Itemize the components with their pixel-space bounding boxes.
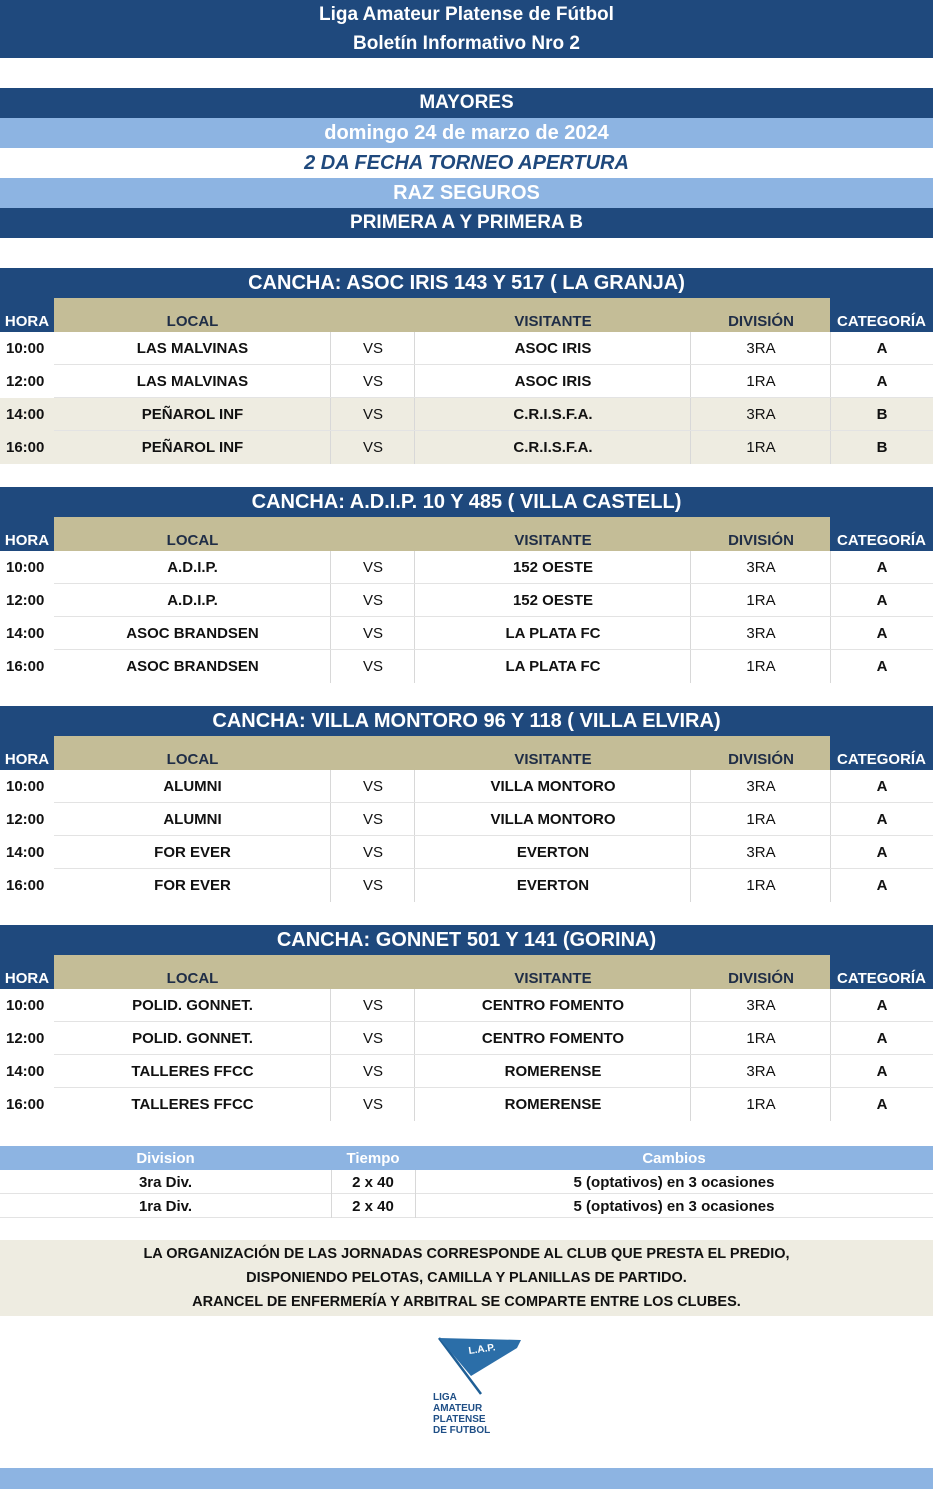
match-hora: 12:00 — [6, 373, 45, 390]
column-local: LOCAL — [166, 751, 219, 768]
match-local: PEÑAROL INF — [141, 406, 244, 423]
match-hora: 12:00 — [6, 592, 45, 609]
match-hora: 16:00 — [6, 439, 45, 456]
round-title: 2 DA FECHA TORNEO APERTURA — [0, 148, 933, 178]
match-categoria: A — [876, 877, 888, 894]
sponsor-name: RAZ SEGUROS — [0, 178, 933, 208]
match-date: domingo 24 de marzo de 2024 — [0, 118, 933, 148]
match-vs: VS — [362, 1063, 383, 1080]
match-local: FOR EVER — [154, 877, 231, 894]
match-vs: VS — [362, 406, 383, 423]
match-local: ALUMNI — [163, 811, 222, 828]
match-hora: 16:00 — [6, 877, 45, 894]
league-title: Liga Amateur Platense de Fútbol — [0, 0, 933, 30]
match-division: 1RA — [746, 439, 776, 456]
match-categoria: B — [876, 406, 888, 423]
match-categoria: A — [876, 844, 888, 861]
venue-column-header — [0, 517, 933, 551]
match-visitante: ROMERENSE — [504, 1063, 602, 1080]
match-row — [0, 1022, 933, 1055]
column-local: LOCAL — [166, 532, 219, 549]
match-row — [0, 650, 933, 683]
rules-tiempo: 2 x 40 — [352, 1197, 394, 1215]
match-visitante: VILLA MONTORO — [490, 811, 616, 828]
rules-header-division: Division — [136, 1149, 195, 1167]
organization-note — [0, 1240, 933, 1316]
column-categoria: CATEGORÍA — [830, 955, 933, 989]
match-division: 3RA — [746, 1063, 776, 1080]
match-categoria: A — [876, 1030, 888, 1047]
match-hora: 10:00 — [6, 340, 45, 357]
column-categoria: CATEGORÍA — [830, 736, 933, 770]
match-vs: VS — [362, 625, 383, 642]
venue-title: CANCHA: VILLA MONTORO 96 Y 118 ( VILLA ELVIRA) — [0, 706, 933, 736]
category-title: MAYORES — [0, 88, 933, 118]
rules-division: 1ra Div. — [138, 1197, 193, 1215]
match-local: A.D.I.P. — [167, 559, 218, 576]
match-vs: VS — [362, 1096, 383, 1113]
match-hora: 10:00 — [6, 559, 45, 576]
match-vs: VS — [362, 778, 383, 795]
note-line-1: LA ORGANIZACIÓN DE LAS JORNADAS CORRESPONDE AL CLUB QUE PRESTA EL PREDIO, — [143, 1246, 790, 1262]
match-row — [0, 836, 933, 869]
venue-column-header — [0, 955, 933, 989]
match-categoria: A — [876, 997, 888, 1014]
match-categoria: A — [876, 1096, 888, 1113]
match-vs: VS — [362, 877, 383, 894]
match-local: PEÑAROL INF — [141, 439, 244, 456]
league-logo — [425, 1334, 535, 1438]
column-hora: HORA — [0, 298, 54, 332]
column-division: DIVISIÓN — [728, 970, 794, 987]
match-hora: 10:00 — [6, 778, 45, 795]
match-row — [0, 1055, 933, 1088]
note-line-2: DISPONIENDO PELOTAS, CAMILLA Y PLANILLAS DE PARTIDO. — [246, 1270, 687, 1286]
match-hora: 16:00 — [6, 1096, 45, 1113]
match-local: TALLERES FFCC — [131, 1063, 254, 1080]
rules-cambios: 5 (optativos) en 3 ocasiones — [573, 1173, 775, 1191]
match-categoria: A — [876, 811, 888, 828]
match-local: POLID. GONNET. — [132, 997, 253, 1014]
column-division: DIVISIÓN — [728, 313, 794, 330]
match-row — [0, 989, 933, 1022]
column-categoria: CATEGORÍA — [830, 298, 933, 332]
match-hora: 14:00 — [6, 406, 45, 423]
match-categoria: A — [876, 340, 888, 357]
match-local: A.D.I.P. — [167, 592, 218, 609]
venue-title: CANCHA: GONNET 501 Y 141 (GORINA) — [0, 925, 933, 955]
match-hora: 14:00 — [6, 844, 45, 861]
column-visitante: VISITANTE — [514, 532, 592, 549]
match-hora: 16:00 — [6, 658, 45, 675]
footer-bar — [0, 1468, 933, 1489]
flag-icon — [425, 1334, 535, 1438]
match-hora: 12:00 — [6, 811, 45, 828]
match-row — [0, 584, 933, 617]
logo-line-2: AMATEUR — [433, 1403, 483, 1414]
match-division: 1RA — [746, 877, 776, 894]
match-vs: VS — [362, 844, 383, 861]
column-division: DIVISIÓN — [728, 751, 794, 768]
rules-row — [0, 1170, 933, 1194]
match-division: 3RA — [746, 625, 776, 642]
match-row — [0, 869, 933, 902]
venue-column-header — [0, 298, 933, 332]
match-division: 1RA — [746, 811, 776, 828]
match-local: FOR EVER — [154, 844, 231, 861]
rules-cambios: 5 (optativos) en 3 ocasiones — [573, 1197, 775, 1215]
venue-title: CANCHA: ASOC IRIS 143 Y 517 ( LA GRANJA) — [0, 268, 933, 298]
match-categoria: A — [876, 373, 888, 390]
match-vs: VS — [362, 340, 383, 357]
rules-header-cambios: Cambios — [642, 1149, 706, 1167]
match-categoria: A — [876, 778, 888, 795]
column-visitante: VISITANTE — [514, 970, 592, 987]
match-division: 3RA — [746, 559, 776, 576]
match-visitante: VILLA MONTORO — [490, 778, 616, 795]
match-row — [0, 332, 933, 365]
logo-line-4: DE FUTBOL — [433, 1425, 491, 1436]
column-visitante: VISITANTE — [514, 751, 592, 768]
match-local: ALUMNI — [163, 778, 222, 795]
match-vs: VS — [362, 1030, 383, 1047]
match-vs: VS — [362, 658, 383, 675]
column-hora: HORA — [0, 955, 54, 989]
match-visitante: CENTRO FOMENTO — [481, 1030, 625, 1047]
match-division: 1RA — [746, 1096, 776, 1113]
rules-division: 3ra Div. — [138, 1173, 193, 1191]
match-visitante: 152 OESTE — [512, 592, 594, 609]
match-row — [0, 803, 933, 836]
match-local: LAS MALVINAS — [136, 373, 249, 390]
column-local: LOCAL — [166, 970, 219, 987]
match-division: 3RA — [746, 340, 776, 357]
match-division: 3RA — [746, 406, 776, 423]
match-division: 3RA — [746, 778, 776, 795]
logo-line-3: PLATENSE — [433, 1414, 486, 1425]
match-local: ASOC BRANDSEN — [126, 658, 259, 675]
rules-tiempo: 2 x 40 — [352, 1173, 394, 1191]
match-categoria: A — [876, 625, 888, 642]
match-local: LAS MALVINAS — [136, 340, 249, 357]
logo-flag-text: L.A.P. — [467, 1342, 497, 1357]
venue-column-header — [0, 736, 933, 770]
match-hora: 14:00 — [6, 625, 45, 642]
column-hora: HORA — [0, 517, 54, 551]
match-vs: VS — [362, 997, 383, 1014]
match-vs: VS — [362, 373, 383, 390]
match-local: TALLERES FFCC — [131, 1096, 254, 1113]
match-visitante: ASOC IRIS — [514, 373, 592, 390]
match-vs: VS — [362, 559, 383, 576]
match-visitante: EVERTON — [516, 877, 590, 894]
logo-line-1: LIGA — [433, 1392, 457, 1403]
match-row — [0, 617, 933, 650]
match-row — [0, 398, 933, 431]
rules-row — [0, 1194, 933, 1218]
match-division: 1RA — [746, 592, 776, 609]
rules-header — [0, 1146, 933, 1170]
match-visitante: CENTRO FOMENTO — [481, 997, 625, 1014]
match-categoria: A — [876, 592, 888, 609]
match-hora: 14:00 — [6, 1063, 45, 1080]
match-division: 3RA — [746, 997, 776, 1014]
match-visitante: ASOC IRIS — [514, 340, 592, 357]
match-row — [0, 770, 933, 803]
match-division: 1RA — [746, 658, 776, 675]
match-vs: VS — [362, 592, 383, 609]
venue-title: CANCHA: A.D.I.P. 10 Y 485 ( VILLA CASTELL) — [0, 487, 933, 517]
match-local: POLID. GONNET. — [132, 1030, 253, 1047]
match-visitante: EVERTON — [516, 844, 590, 861]
match-division: 1RA — [746, 373, 776, 390]
match-categoria: A — [876, 1063, 888, 1080]
match-hora: 10:00 — [6, 997, 45, 1014]
column-hora: HORA — [0, 736, 54, 770]
match-visitante: C.R.I.S.F.A. — [513, 406, 593, 423]
match-categoria: B — [876, 439, 888, 456]
match-visitante: LA PLATA FC — [505, 625, 601, 642]
match-row — [0, 431, 933, 464]
rules-header-tiempo: Tiempo — [346, 1149, 400, 1167]
match-local: ASOC BRANDSEN — [126, 625, 259, 642]
match-division: 3RA — [746, 844, 776, 861]
bulletin-subtitle: Boletín Informativo Nro 2 — [0, 30, 933, 58]
match-vs: VS — [362, 439, 383, 456]
divisions-title: PRIMERA A Y PRIMERA B — [0, 208, 933, 238]
column-local: LOCAL — [166, 313, 219, 330]
match-visitante: LA PLATA FC — [505, 658, 601, 675]
match-visitante: 152 OESTE — [512, 559, 594, 576]
match-visitante: ROMERENSE — [504, 1096, 602, 1113]
match-row — [0, 365, 933, 398]
column-categoria: CATEGORÍA — [830, 517, 933, 551]
note-line-3: ARANCEL DE ENFERMERÍA Y ARBITRAL SE COMPARTE ENTRE LOS CLUBES. — [192, 1294, 741, 1310]
match-hora: 12:00 — [6, 1030, 45, 1047]
match-row — [0, 551, 933, 584]
match-visitante: C.R.I.S.F.A. — [513, 439, 593, 456]
match-vs: VS — [362, 811, 383, 828]
column-division: DIVISIÓN — [728, 532, 794, 549]
match-categoria: A — [876, 658, 888, 675]
match-division: 1RA — [746, 1030, 776, 1047]
match-row — [0, 1088, 933, 1121]
column-visitante: VISITANTE — [514, 313, 592, 330]
rules-table — [0, 1146, 933, 1218]
match-categoria: A — [876, 559, 888, 576]
